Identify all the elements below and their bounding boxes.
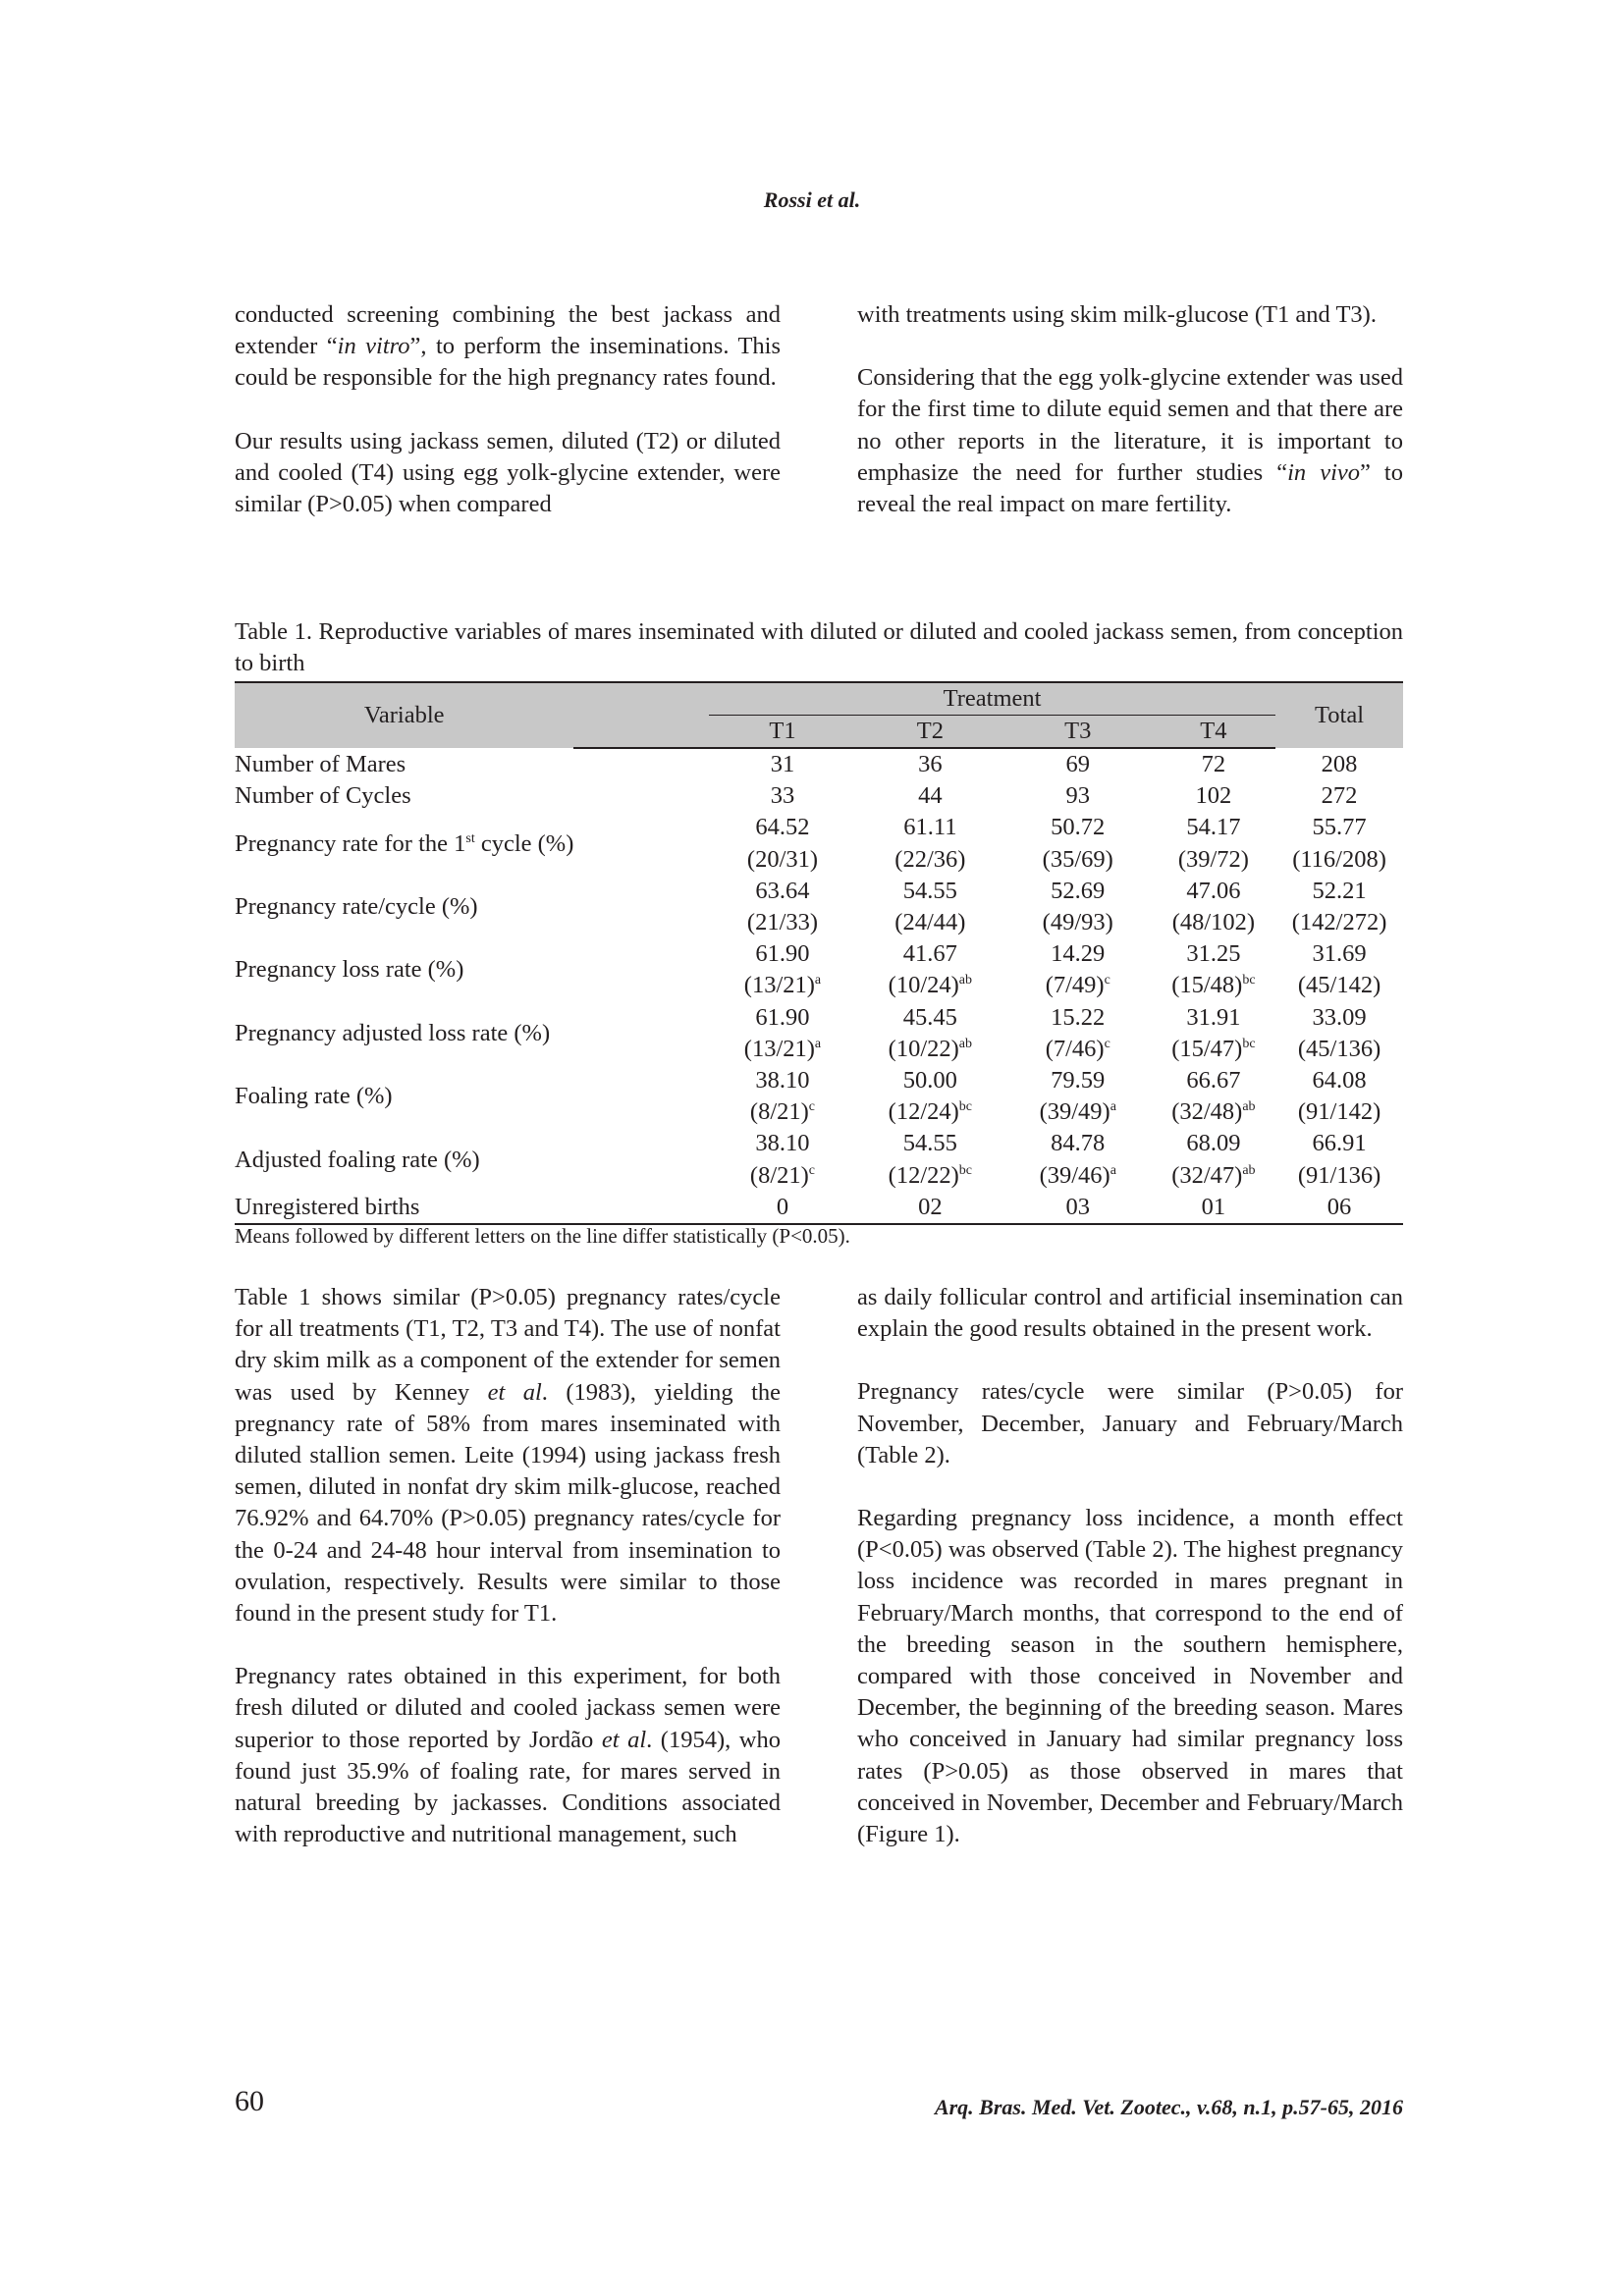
cell-value: 44 <box>918 782 943 810</box>
cell-value: 54.17 <box>1186 814 1241 841</box>
cell-fraction: (45/136) <box>1297 1035 1381 1062</box>
row-spacer <box>573 1128 709 1191</box>
cell-fraction: $(13/21)^a$ <box>743 1035 822 1062</box>
cell-value: 33 <box>770 782 795 810</box>
cell-total <box>1275 876 1403 938</box>
significance-letter: c <box>808 1099 816 1115</box>
cell-value: 03 <box>1065 1193 1090 1220</box>
row-spacer <box>573 1192 709 1224</box>
cell-total <box>1275 1002 1403 1065</box>
cell-t2 <box>856 1192 1004 1224</box>
significance-letter: ab <box>1242 1162 1256 1178</box>
cell-value: 38.10 <box>755 1130 810 1157</box>
cell-fraction: $(15/48)^{bc}$ <box>1171 972 1256 999</box>
cell-t1 <box>709 748 856 780</box>
cell-value: 31 <box>770 751 795 777</box>
significance-letter: c <box>808 1162 816 1178</box>
cell-fraction: (35/69) <box>1042 845 1113 873</box>
top-left-column <box>235 299 781 552</box>
cell-value: 64.08 <box>1312 1067 1367 1095</box>
cell-value: 68.09 <box>1186 1130 1241 1157</box>
cell-fraction: $(8/21)^c$ <box>749 1161 816 1189</box>
paragraph: with treatments using skim milk-glucose (T1 and T3). <box>857 301 1377 328</box>
cell-value: 41.67 <box>902 940 957 968</box>
cell-value: 84.78 <box>1051 1130 1106 1157</box>
cell-value: 47.06 <box>1186 877 1241 904</box>
cell-value: 79.59 <box>1051 1067 1106 1095</box>
cell-value: 45.45 <box>902 1003 957 1031</box>
cell-t1 <box>709 1002 856 1065</box>
cell-value: 72 <box>1201 751 1226 777</box>
cell-fraction: $(32/47)^{ab}$ <box>1171 1161 1256 1189</box>
cell-value: 69 <box>1065 751 1090 777</box>
cell-total <box>1275 1065 1403 1128</box>
running-head: Rossi et al. <box>763 187 861 212</box>
header-total: Total <box>1275 682 1403 748</box>
table-row <box>235 812 1403 875</box>
cell-value: 31.91 <box>1186 1003 1241 1031</box>
cell-t3 <box>1004 748 1152 780</box>
cell-t4 <box>1152 1192 1275 1224</box>
paragraph: Considering that the egg yolk-glycine extender was used for the first time to dilute equid semen and that there are no other reports in the literature, it is important to emphasize the need for further studies “in vivo” to reveal the real impact on mare fertility. <box>857 364 1403 518</box>
cell-fraction: $(8/21)^c$ <box>749 1098 816 1126</box>
cell-t3 <box>1004 876 1152 938</box>
significance-letter: a <box>1110 1162 1116 1178</box>
paragraph: Our results using jackass semen, diluted (T2) or diluted and cooled (T4) using egg yolk-glycine extender, were similar (P>0.05) when compared <box>235 427 781 518</box>
cell-t3 <box>1004 812 1152 875</box>
cell-value: 15.22 <box>1051 1003 1106 1031</box>
cell-value: 55.77 <box>1312 814 1367 841</box>
significance-letter: bc <box>958 1162 973 1178</box>
cell-fraction: (21/33) <box>746 909 819 936</box>
cell-t2 <box>856 812 1004 875</box>
cell-fraction: (22/36) <box>894 845 966 873</box>
cell-fraction: $(7/46)^c$ <box>1045 1035 1110 1062</box>
cell-total <box>1275 938 1403 1001</box>
cell-value: 38.10 <box>755 1067 810 1095</box>
cell-fraction: $(39/46)^a$ <box>1039 1161 1116 1189</box>
bottom-left-column <box>235 1282 781 1882</box>
cell-fraction: $(39/49)^a$ <box>1039 1098 1116 1126</box>
table-row <box>235 876 1403 938</box>
row-label: Number of Mares <box>235 750 406 777</box>
cell-t4 <box>1152 812 1275 875</box>
table-footnote: Means followed by different letters on the line differ statistically (P<0.05). <box>235 1224 850 1248</box>
cell-fraction: (39/72) <box>1177 845 1249 873</box>
row-label: Pregnancy rate/cycle (%) <box>235 892 478 920</box>
cell-fraction: $(10/24)^{ab}$ <box>888 972 973 999</box>
cell-fraction: (116/208) <box>1292 845 1386 873</box>
cell-value: 272 <box>1321 782 1358 810</box>
header-treatment-t2: T2 <box>856 716 1004 749</box>
row-label: Pregnancy adjusted loss rate (%) <box>235 1019 551 1046</box>
header-spacer <box>573 682 709 716</box>
cell-fraction: (48/102) <box>1171 909 1256 936</box>
paragraph: Table 1 shows similar (P>0.05) pregnancy rates/cycle for all treatments (T1, T2, T3 and T4). The use of nonfat dry skim milk as a component of the extender for semen was used by Kenney et al. (1983), yielding the pregnancy rate of 58% from mares inseminated with diluted stallion semen. Leite (1994) using jackass fresh semen, diluted in nonfat dry skim milk-glucose, reached 76.92% and 64.70% (P>0.05) pregnancy rates/cycle for the 0-24 and 24-48 hour interval from insemination to ovulation, respectively. Results were similar to those found in the present study for T1. <box>235 1284 781 1628</box>
cell-fraction: $(12/24)^{bc}$ <box>888 1098 973 1126</box>
cell-t2 <box>856 876 1004 938</box>
cell-value: 64.52 <box>755 814 810 841</box>
table-row <box>235 938 1403 1001</box>
significance-letter: ab <box>958 1036 973 1051</box>
significance-letter: bc <box>958 1099 973 1115</box>
significance-letter: c <box>1104 1036 1110 1051</box>
header-treatment: Treatment <box>709 682 1275 716</box>
header-variable: Variable <box>235 682 573 748</box>
page-number: 60 <box>235 2085 264 2117</box>
row-spacer <box>573 812 709 875</box>
table-row <box>235 1128 1403 1191</box>
cell-value: 61.11 <box>903 814 957 841</box>
cell-fraction: $(7/49)^c$ <box>1045 972 1110 999</box>
cell-value: 02 <box>918 1193 943 1220</box>
cell-fraction: (20/31) <box>746 845 819 873</box>
cell-fraction: $(10/22)^{ab}$ <box>888 1035 973 1062</box>
cell-total <box>1275 1192 1403 1224</box>
cell-fraction: (91/136) <box>1297 1161 1381 1189</box>
header-treatment-t4: T4 <box>1152 716 1275 749</box>
cell-value: 61.90 <box>755 1003 810 1031</box>
cell-value: 102 <box>1195 782 1232 810</box>
bottom-right-column <box>857 1282 1403 1882</box>
cell-t1 <box>709 1128 856 1191</box>
cell-value: 36 <box>918 751 943 777</box>
cell-value: 66.67 <box>1186 1067 1241 1095</box>
paragraph: conducted screening combining the best jackass and extender “in vitro”, to perform the inseminations. This could be responsible for the high pregnancy rates found. <box>235 301 782 392</box>
significance-letter: bc <box>1242 973 1256 988</box>
cell-fraction: (142/272) <box>1291 909 1387 936</box>
cell-total <box>1275 748 1403 780</box>
cell-value: 50.00 <box>902 1067 957 1095</box>
cell-total <box>1275 812 1403 875</box>
cell-t4 <box>1152 1065 1275 1128</box>
paragraph: Pregnancy rates obtained in this experiment, for both fresh diluted or diluted and cooled jackass semen were superior to those reported by Jordão et al. (1954), who found just 35.9% of foaling rate, for mares served in natural breeding by jackasses. Conditions associated with reproductive and nutritional management, such <box>235 1663 781 1848</box>
cell-total <box>1275 1128 1403 1191</box>
cell-t2 <box>856 1002 1004 1065</box>
row-label: Pregnancy rate for the 1st cycle (%) <box>235 829 574 857</box>
significance-letter: a <box>1110 1099 1116 1115</box>
cell-value: 54.55 <box>902 877 957 904</box>
cell-value: 50.72 <box>1051 814 1106 841</box>
top-right-column <box>857 299 1403 552</box>
cell-fraction: $(12/22)^{bc}$ <box>888 1161 973 1189</box>
table-row <box>235 780 1403 812</box>
cell-t4 <box>1152 1002 1275 1065</box>
table-caption: Table 1. Reproductive variables of mares inseminated with diluted or diluted and cooled jackass semen, from conception to birth <box>235 618 1403 677</box>
row-spacer <box>573 1065 709 1128</box>
cell-t3 <box>1004 1128 1152 1191</box>
cell-t4 <box>1152 876 1275 938</box>
table-row <box>235 1192 1403 1224</box>
row-spacer <box>573 938 709 1001</box>
cell-fraction: $(15/47)^{bc}$ <box>1171 1035 1256 1062</box>
row-spacer <box>573 1002 709 1065</box>
cell-value: 31.69 <box>1312 940 1367 968</box>
cell-t3 <box>1004 780 1152 812</box>
cell-fraction: (91/142) <box>1297 1098 1381 1126</box>
cell-t4 <box>1152 780 1275 812</box>
cell-t3 <box>1004 1192 1152 1224</box>
cell-value: 63.64 <box>755 877 810 904</box>
paragraph: as daily follicular control and artificial insemination can explain the good results obtained in the present work. <box>857 1284 1403 1343</box>
cell-value: 54.55 <box>902 1130 957 1157</box>
cell-value: 01 <box>1201 1193 1226 1220</box>
row-spacer <box>573 876 709 938</box>
cell-t1 <box>709 1065 856 1128</box>
cell-t4 <box>1152 748 1275 780</box>
cell-value: 0 <box>776 1193 789 1220</box>
cell-t2 <box>856 780 1004 812</box>
cell-value: 52.69 <box>1051 877 1106 904</box>
row-label: Foaling rate (%) <box>235 1083 393 1110</box>
reproductive-variables-table <box>235 681 1403 1225</box>
cell-t1 <box>709 938 856 1001</box>
cell-value: 61.90 <box>755 940 810 968</box>
cell-t2 <box>856 1065 1004 1128</box>
cell-total <box>1275 780 1403 812</box>
header-treatment-t1: T1 <box>709 716 856 749</box>
cell-value: 31.25 <box>1186 940 1241 968</box>
cell-t3 <box>1004 1065 1152 1128</box>
row-label: Adjusted foaling rate (%) <box>235 1146 480 1173</box>
table-row <box>235 1002 1403 1065</box>
paragraph: Pregnancy rates/cycle were similar (P>0.05) for November, December, January and February/March (Table 2). <box>857 1378 1403 1468</box>
cell-value: 14.29 <box>1051 940 1106 968</box>
cell-fraction: $(32/48)^{ab}$ <box>1171 1098 1256 1126</box>
cell-value: 93 <box>1065 782 1090 810</box>
table-row <box>235 748 1403 780</box>
cell-value: 66.91 <box>1312 1130 1367 1157</box>
significance-letter: c <box>1104 973 1110 988</box>
significance-letter: bc <box>1242 1036 1256 1051</box>
row-spacer <box>573 748 709 780</box>
table-row <box>235 1065 1403 1128</box>
cell-t1 <box>709 812 856 875</box>
journal-citation: Arq. Bras. Med. Vet. Zootec., v.68, n.1, p.57-65, 2016 <box>934 2095 1403 2119</box>
cell-fraction: $(13/21)^a$ <box>743 972 822 999</box>
significance-letter: a <box>814 1036 822 1051</box>
row-spacer <box>573 780 709 812</box>
significance-letter: a <box>814 973 822 988</box>
cell-t3 <box>1004 938 1152 1001</box>
cell-t1 <box>709 1192 856 1224</box>
row-label: Number of Cycles <box>235 782 411 810</box>
row-label: Pregnancy loss rate (%) <box>235 956 464 984</box>
header-spacer <box>573 716 709 749</box>
paragraph: Regarding pregnancy loss incidence, a month effect (P<0.05) was observed (Table 2). The highest pregnancy loss incidence was recorded in mares pregnant in February/March months, that correspond to the end of the breeding season in the southern hemisphere, compared with those conceived in November and December, the beginning of the breeding season. Mares who conceived in January had similar pregnancy loss rates (P>0.05) as those observed in mares that conceived in November, December and February/March (Figure 1). <box>857 1505 1403 1848</box>
header-treatment-t3: T3 <box>1004 716 1152 749</box>
cell-t2 <box>856 1128 1004 1191</box>
significance-letter: ab <box>958 973 973 988</box>
cell-fraction: (49/93) <box>1042 909 1113 936</box>
cell-fraction: (45/142) <box>1297 972 1381 999</box>
cell-t2 <box>856 938 1004 1001</box>
cell-fraction: (24/44) <box>894 909 966 936</box>
cell-t3 <box>1004 1002 1152 1065</box>
cell-value: 06 <box>1326 1193 1352 1220</box>
cell-t2 <box>856 748 1004 780</box>
cell-t4 <box>1152 1128 1275 1191</box>
significance-letter: ab <box>1242 1099 1256 1115</box>
cell-t1 <box>709 780 856 812</box>
cell-t1 <box>709 876 856 938</box>
cell-t4 <box>1152 938 1275 1001</box>
row-label: Unregistered births <box>235 1192 573 1224</box>
cell-value: 33.09 <box>1312 1003 1367 1031</box>
cell-value: 52.21 <box>1312 877 1367 904</box>
cell-value: 208 <box>1321 750 1358 777</box>
